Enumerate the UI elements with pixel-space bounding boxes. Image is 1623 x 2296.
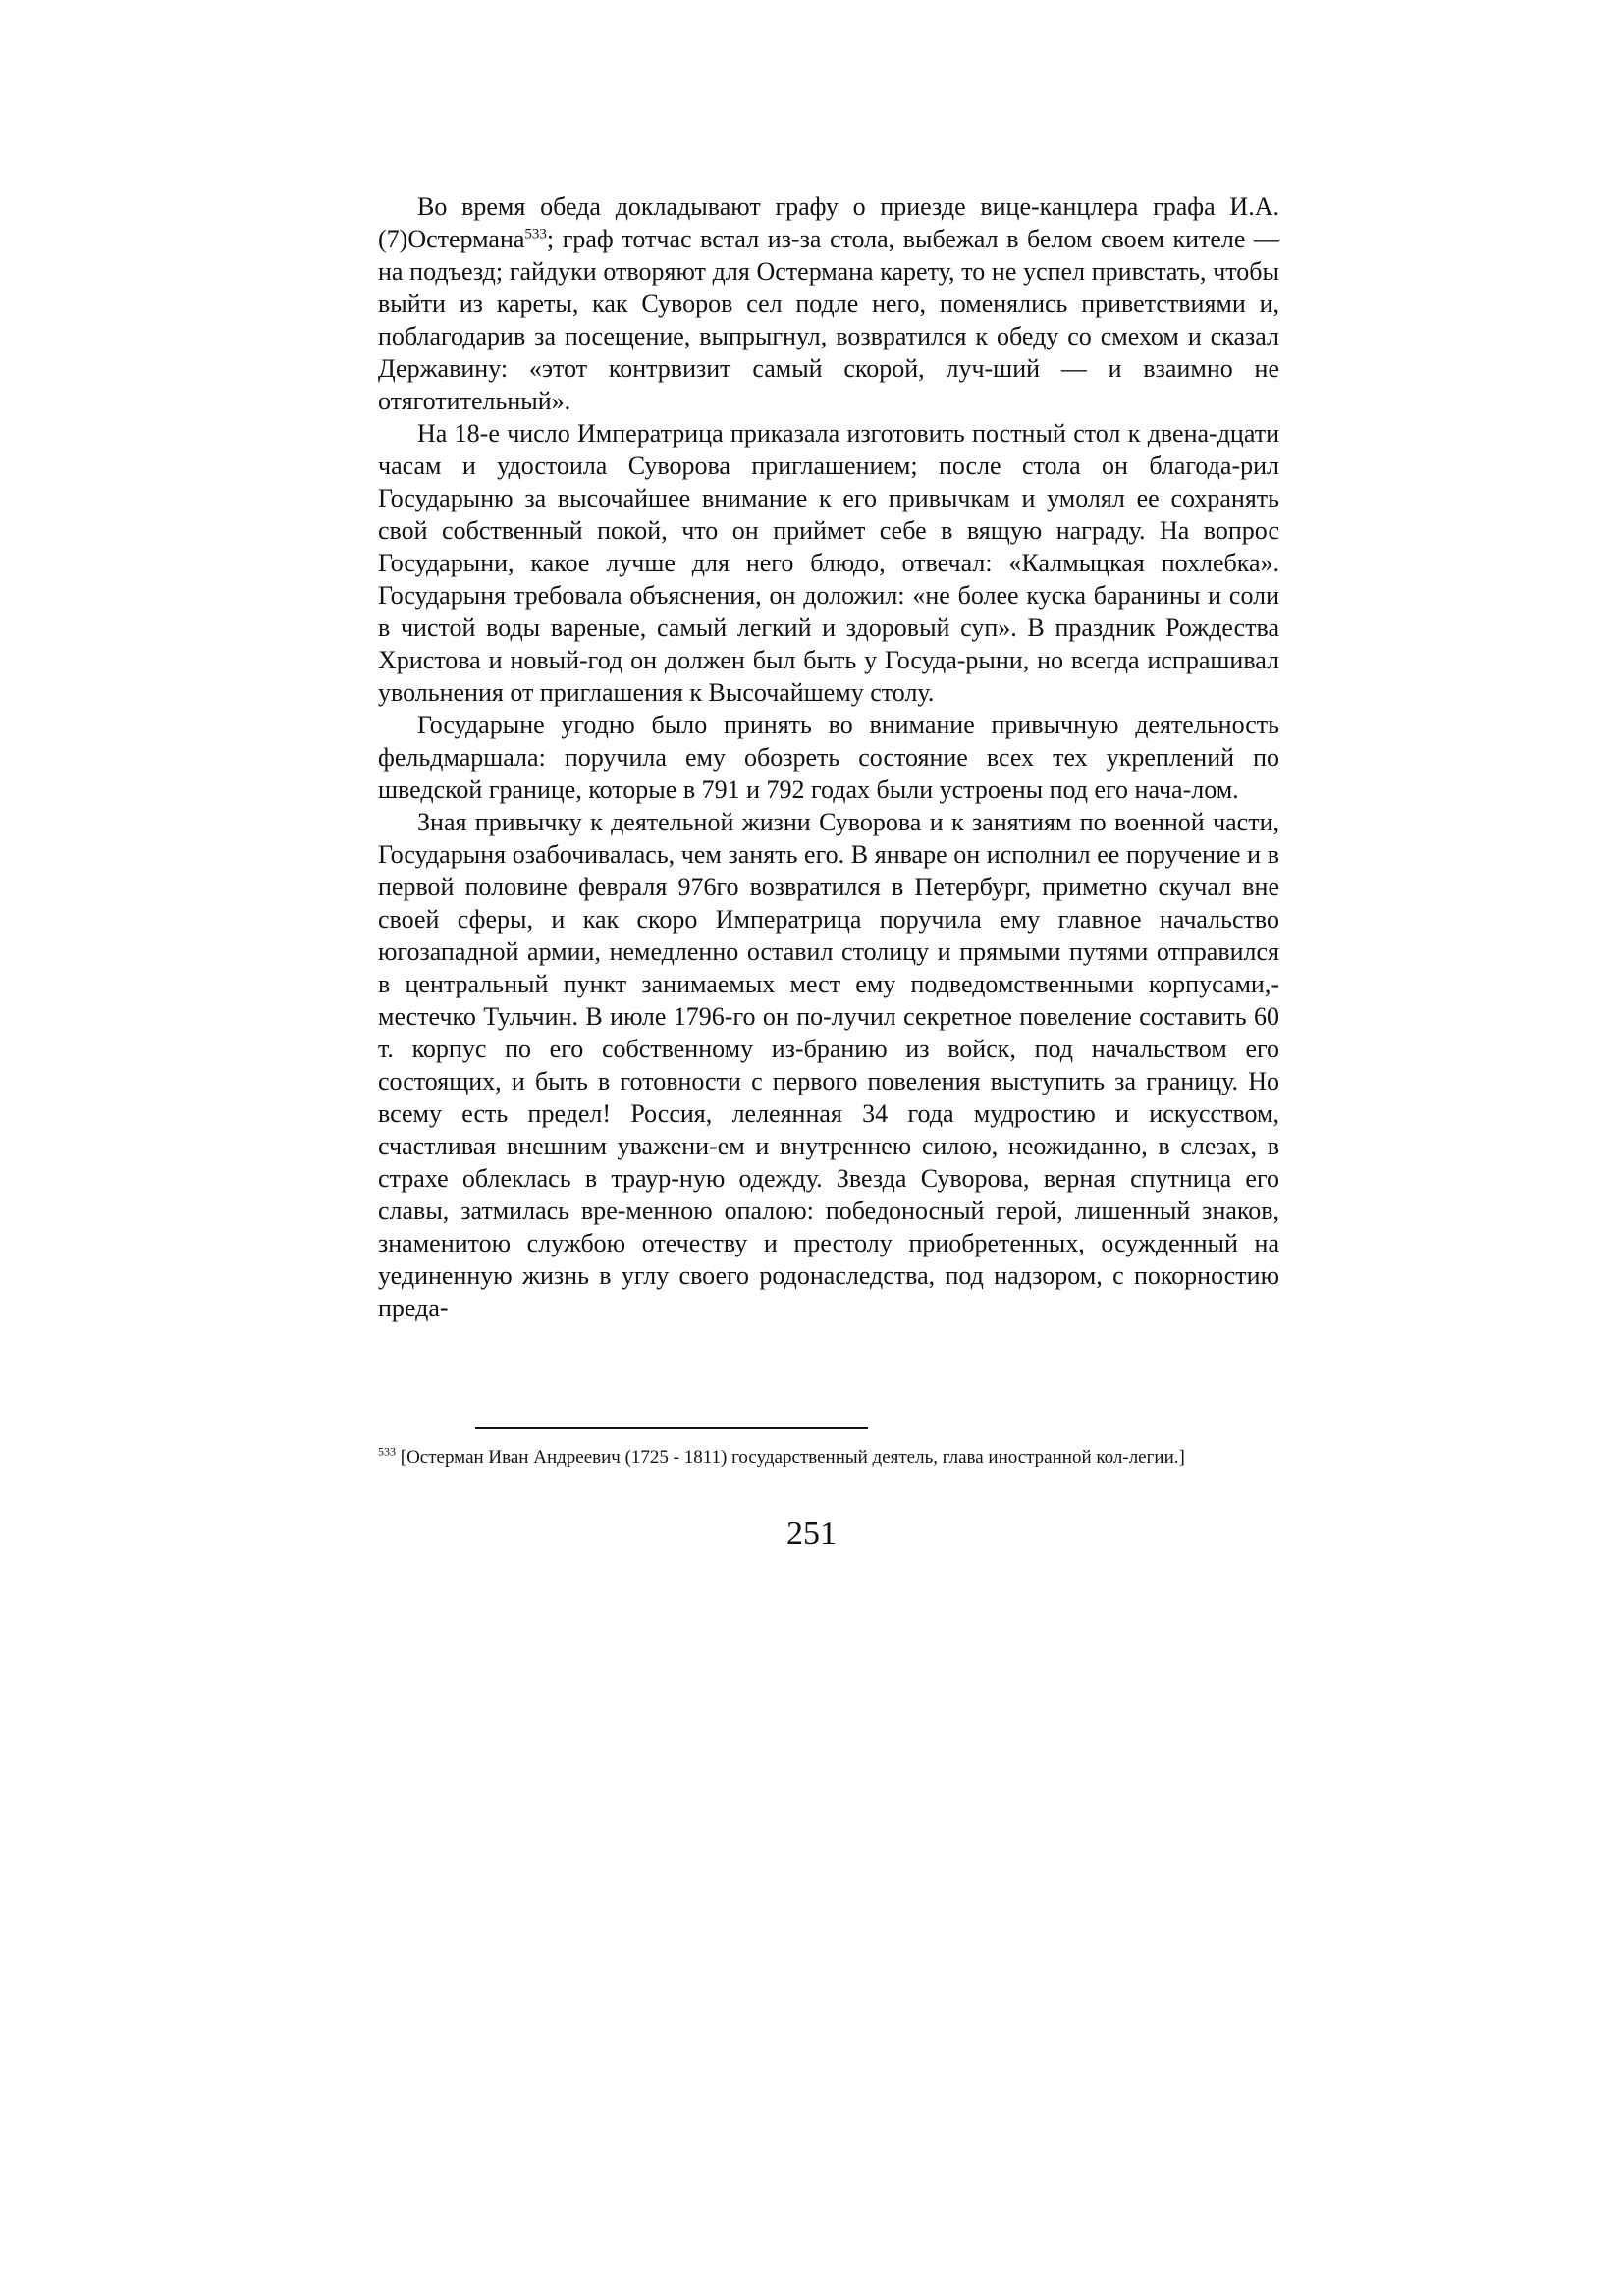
footnote-separator (475, 1427, 868, 1429)
paragraph-4: Зная привычку к деятельной жизни Суворова и к занятиям по военной части, Государыня озабочивалась, чем занять его. В январе он исполнил ее поручение и в первой половине февраля 976го возвратился в Петербург, приметно скучал вне своей сферы, и как скоро Императрица поручила ему главное начальство югозападной армии, немедленно оставил столицу и прямыми путями отправился в центральный пункт занимаемых мест ему подведомственными корпусами,- местечко Тульчин. В июле 1796-го он по-лучил секретное повеление составить 60 т. корпус по его собственному из-бранию из войск, под начальством его состоящих, и быть в готовности с первого повеления выступить за границу. Но всему есть предел! Россия, лелеянная 34 года мудростию и искусством, счастливая внешним уважени-ем и внутреннею силою, неожиданно, в слезах, в страхе облеклась в траур-ную одежду. Звезда Суворова, верная спутница его славы, затмилась вре-менною опалою: победоносный герой, лишенный знаков, знаменитою службою отечеству и престолу приобретенных, осужденный на уединенную жизнь в углу своего родонаследства, под надзором, с покорностию преда- (378, 808, 1279, 1322)
footnote-text: [Остерман Иван Андреевич (1725 - 1811) государственный деятель, глава иностранной кол-легии.] (396, 1447, 1185, 1468)
page-body (378, 190, 1279, 1324)
main-text (378, 190, 1279, 1324)
paragraph-1-text-b: ; граф тотчас встал из-за стола, выбежал в белом своем кителе — на подъезд; гайдуки отворяют для Остермана карету, то не успел привстать, чтобы выйти из кареты, как Суворов сел подле него, поменялись приветствиями и, поблагодарив за посещение, выпрыгнул, возвратился к обеду со смехом и сказал Державину: «этот контрвизит самый скорой, луч-ший — и взаимно не отяготительный». (378, 225, 1279, 415)
paragraph-2: На 18-е число Императрица приказала изготовить постный стол к двена-дцати часам и удостоила Суворова приглашением; после стола он благода-рил Государыню за высочайшее внимание к его привычкам и умолял ее сохранять свой собственный покой, что он приймет себе в вящую награду. На вопрос Государыни, какое лучше для него блюдо, отвечал: «Калмыцкая похлебка». Государыня требовала объяснения, он доложил: «не более куска баранины и соли в чистой воды вареные, самый легкий и здоровый суп». В праздник Рождества Христова и новый-год он должен был быть у Госуда-рыни, но всегда испрашивал увольнения от приглашения к Высочайшему столу. (378, 419, 1279, 707)
paragraph-3: Государыне угодно было принять во внимание привычную деятельность фельдмаршала: поручила ему обозреть состояние всех тех укреплений по шведской границе, которые в 791 и 792 годах были устроены под его нача-лом. (378, 711, 1279, 804)
paragraph-1 (378, 190, 1279, 417)
footnote-number: 533 (378, 1444, 396, 1459)
footnote-reference[interactable]: 533 (524, 226, 547, 242)
footnote (378, 1445, 1279, 1469)
paragraph-1-text-a: Во время обеда докладывают графу о приезде вице-канцлера графа И.А.(7)Остермана (378, 192, 1279, 253)
page-number: 251 (786, 1516, 837, 1552)
